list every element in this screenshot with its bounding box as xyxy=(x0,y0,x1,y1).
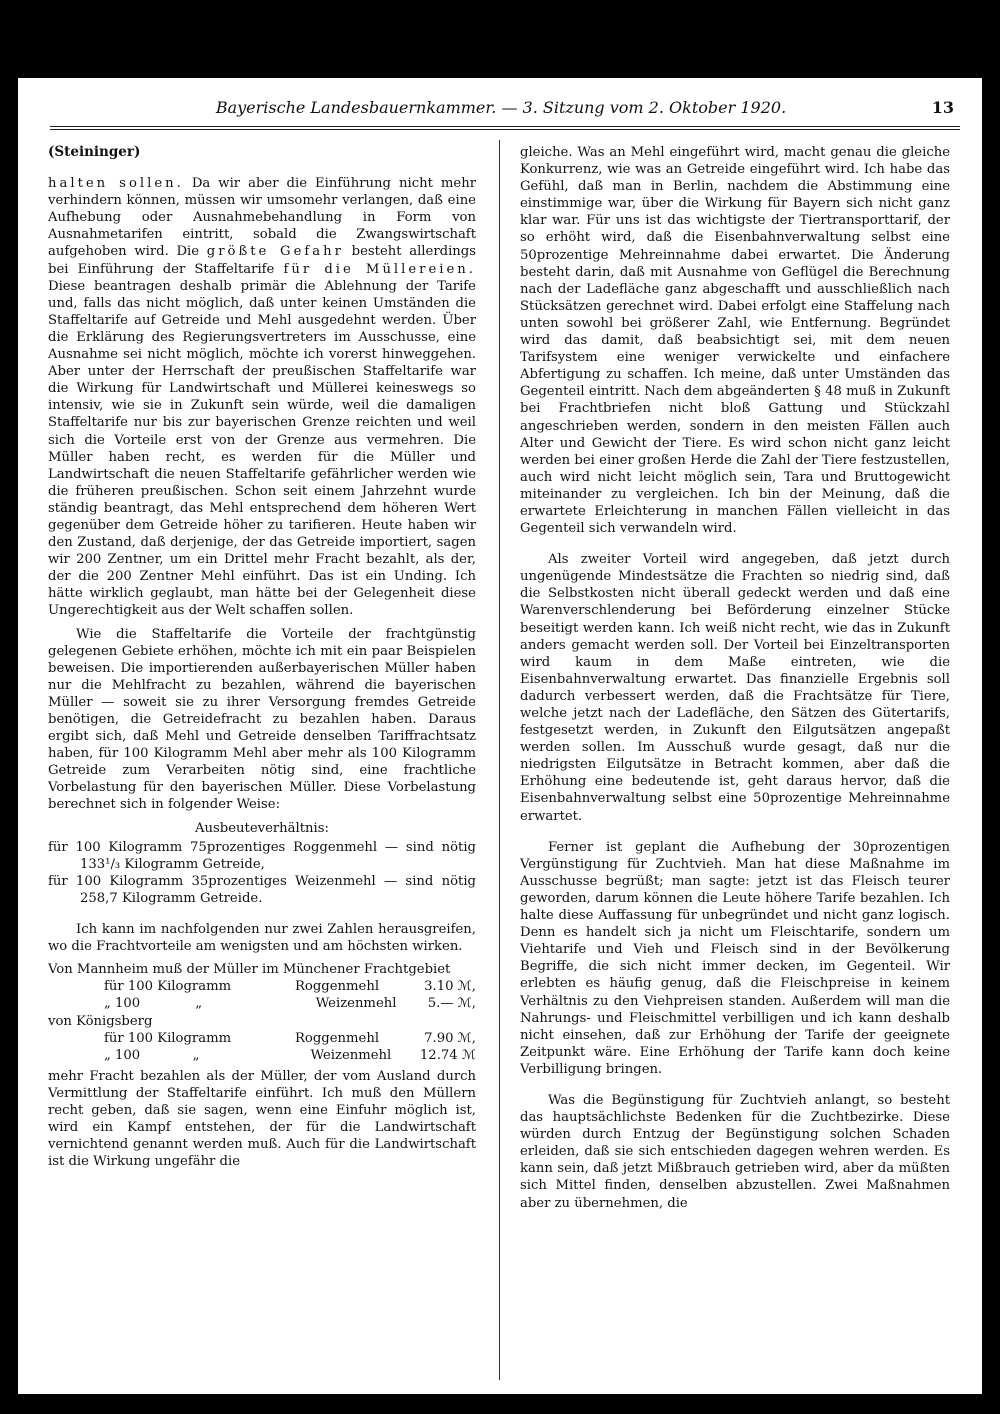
header-rule xyxy=(50,126,960,130)
paragraph: Was die Begünstigung für Zuchtvieh anlangt, so besteht das hauptsächlichste Bedenken für die Zuchtbezirke. Diese würden durch Entzug der Begünstigung solchen Schaden erleiden, daß sie sich entschieden dagegen wehren werden. Es kann sein, daß jetzt Mißbrauch getrieben wird, aber da müßten sich Mittel finden, denselben abzustellen. Zwei Maßnahmen aber zu übernehmen, die xyxy=(520,1092,950,1211)
freight-qty: „ 100 xyxy=(104,996,141,1012)
freight-unit: „ xyxy=(192,1047,200,1063)
paragraph: mehr Fracht bezahlen als der Müller, der vom Ausland durch Vermittlung der Staffeltarife einführt. Ich muß den Müllern recht geben, daß sie sagen, wenn eine Einfuhr möglich ist, wird ein Kampf entstehen, der für die Landwirtschaft vernichtend genannt werden muß. Auch für die Landwirtschaft ist die Wirkung ungefähr die xyxy=(48,1068,476,1170)
freight-item: Weizenmehl xyxy=(310,1047,392,1063)
running-title: Bayerische Landesbauernkammer. — 3. Sitzung vom 2. Oktober 1920. xyxy=(215,98,787,117)
paragraph: gleiche. Was an Mehl eingeführt wird, macht genau die gleiche Konkurrenz, wie was an Getreide eingeführt wird. Ich habe das Gefühl, daß man in Berlin, nachdem die Abstimmung eine einstimmige war, über die Wirkung für Bayern sich nicht ganz klar war. Für uns ist das wichtigste der Tiertransporttarif, der so erhöht wird, daß die Eisenbahnverwaltung selbst eine 50prozentige Mehreinnahme dabei erwartet. Die Änderung besteht darin, daß mit Ausnahme von Geflügel die Berechnung nach der Ladefläche ganz abgeschafft und ausschließlich nach Stücksätzen gerechnet wird. Dabei erfolgt eine Staffelung nach unten sowohl bei größerer Zahl, wie Entfernung. Begründet wird das damit, daß beabsichtigt sei, mit dem neuen Tarifsystem eine weniger verwickelte und einfachere Abfertigung zu schaffen. Ich meine, daß unter Umständen das Gegenteil eintritt. Nach dem abgeänderten § 48 muß in Zukunft bei Frachtbriefen nicht bloß Gattung und Stückzahl angeschrieben werden, sondern in den meisten Fällen auch Alter und Gewicht der Tiere. Es wird schon nicht ganz leicht werden bei einer großen Herde die Zahl der Tiere festzustellen, auch wird nicht leicht möglich sein, Tara und Bruttogewicht miteinander zu vergleichen. Ich bin der Meinung, daß die erwartete Erleichterung in manchen Fällen vielleicht in das Gegenteil sich verwandeln wird. xyxy=(520,145,950,537)
yield-line: für 100 Kilogramm 75prozentiges Roggenmehl — sind nötig 133¹/₃ Kilogramm Getreide, xyxy=(48,839,476,872)
freight-intro: Von Mannheim muß der Müller im Münchener Frachtgebiet xyxy=(48,962,451,978)
document-page xyxy=(18,78,982,1394)
paragraph-text: Diese beantragen deshalb primär die Ablehnung der Tarife und, falls das nicht möglich, daß unter keinen Umständen die Staffeltarife auf Getreide und Mehl ausgedehnt werden. Über die Erklärung des Regierungsvertreters im Ausschusse, eine Ausnahme sei nicht möglich, möchte ich vorerst hinweggehen. Aber unter der Herrschaft der preußischen Staffeltarife war die Wirkung für Landwirtschaft und Müllerei keineswegs so intensiv, wie sie in Zukunft sein würde, weil die damaligen Staffeltarife nur bis zur bayerischen Grenze reichten und weil sich die Vorteile erst von der Grenze aus vermehren. Die Müller haben recht, es werden für die Müller und Landwirtschaft die neuen Staffeltarife gefährlicher werden wie die früheren preußischen. Schon seit einem Jahrzehnt wurde ständig beantragt, das Mehl entsprechend dem höheren Wert gegenüber dem Getreide höher zu tarifieren. Heute haben wir den Zustand, daß derjenige, der das Getreide importiert, sagen wir 200 Zentner, um ein Drittel mehr Fracht bezahlt, als der, der die 200 Zentner Mehl einführt. Das ist ein Unding. Ich hätte wirklich geglaubt, man hätte bei der Gelegenheit diese Ungerechtigkeit aus der Welt schaffen sollen. xyxy=(48,278,476,619)
paragraph-text: Da wir aber die Einführung nicht mehr verhindern können, müssen wir umsomehr verlangen, daß eine Aufhebung oder Ausnahmebehandlung in Form von Ausnahmetarifen eintritt, sobald die Zwangswirtschaft aufgehoben wird. Die xyxy=(48,176,476,260)
paragraph: Als zweiter Vorteil wird angegeben, daß jetzt durch ungenügende Mindestsätze die Frachten so niedrig sind, daß die Selbstkosten nicht überall gedeckt werden und daß eine Warenverschlenderung bei Beförderung einzelner Stücke beseitigt werden kann. Ich weiß nicht recht, wie das in Zukunft anders gemacht werden soll. Der Vorteil bei Einzeltransporten wird kaum in dem Maße eintreten, wie die Eisenbahnverwaltung erwartet. Das finanzielle Ergebnis soll dadurch verbessert werden, daß die Frachtsätze für Tiere, welche jetzt nach der Ladefläche, den Sätzen des Gütertarifs, festgesetzt werden, in Zukunft den Eilgutsätzen angepaßt werden sollen. Im Ausschuß wurde gesagt, daß nur die niedrigsten Eilgutsätze in Betracht kommen, aber daß die Erhöhung eine bedeutende ist, geht daraus hervor, daß die Eisenbahnverwaltung selbst eine 50prozentige Mehreinnahme erwartet. xyxy=(520,552,950,824)
page-header xyxy=(50,98,962,124)
paragraph xyxy=(48,175,476,619)
spaced-text: halten sollen. xyxy=(48,176,184,192)
freight-item: Roggenmehl xyxy=(294,979,380,995)
freight-row xyxy=(48,995,476,1012)
paragraph: Ich kann im nachfolgenden nur zwei Zahlen herausgreifen, wo die Frachtvorteile am wenigsten und am höchsten wirken. xyxy=(48,922,476,955)
paragraph: Wie die Staffeltarife die Vorteile der frachtgünstig gelegenen Gebiete erhöhen, möchte ich mit ein paar Beispielen beweisen. Die importierenden außerbayerischen Müller haben nur die Mehlfracht zu bezahlen, während die bayerischen Müller — soweit sie zu ihrer Versorgung fremdes Getreide benötigen, die Getreidefracht zu bezahlen haben. Daraus ergibt sich, daß Mehl und Getreide denselben Tariffrachtsatz haben, für 100 Kilogramm Mehl aber mehr als 100 Kilogramm Getreide zum Verarbeiten nötig sind, eine frachtliche Vorbelastung für den bayerischen Müller. Diese Vorbelastung berechnet sich in folgender Weise: xyxy=(48,626,476,813)
freight-unit: „ xyxy=(195,996,203,1012)
left-column xyxy=(48,144,476,1176)
yield-heading: Ausbeuteverhältnis: xyxy=(195,820,329,836)
spaced-text: größte Gefahr xyxy=(206,244,344,260)
freight-row xyxy=(48,1047,476,1064)
column-divider xyxy=(499,140,500,1380)
page-number: 13 xyxy=(931,98,954,117)
freight-price: 12.74 ℳ xyxy=(419,1047,476,1063)
paragraph: Ferner ist geplant die Aufhebung der 30prozentigen Vergünstigung für Zuchtvieh. Man hat diese Maßnahme im Ausschusse begrüßt; man sagte: jetzt ist das Fleisch teurer geworden, darum können die Leute höhere Tarife bezahlen. Ich halte diese Auffassung für unbegründet und nicht ganz logisch. Denn es handelt sich ja nicht um Fleischtarife, sondern um Viehtarife und Vieh und Fleisch sind in der Bevölkerung Begriffe, die sich nicht immer decken, im Gegenteil. Wir erlebten es häufig genug, daß die Fleischpreise in keinem Verhältnis zu den Viehpreisen standen. Außerdem will man die Nahrungs- und Fleischmittel verbilligen und ich kann deshalb nicht einsehen, daß zur Erhöhung der Tarife der geeignete Zeitpunkt wäre. Eine Erhöhung der Tarife kann doch keine Verbilligung bringen. xyxy=(520,839,950,1077)
freight-qty: für 100 Kilogramm xyxy=(104,1030,232,1046)
paragraph-text: besteht allerdings bei Einführung der Staffeltarife xyxy=(48,244,476,277)
freight-row xyxy=(48,1030,476,1047)
freight-price: 5.— ℳ, xyxy=(427,996,476,1012)
freight-item: Weizenmehl xyxy=(315,996,397,1012)
speaker-name: (Steininger) xyxy=(48,144,141,160)
spaced-text: für die Müllereien. xyxy=(283,261,476,277)
freight-row xyxy=(48,978,476,995)
freight-price: 3.10 ℳ, xyxy=(424,979,476,995)
freight-item: Roggenmehl xyxy=(294,1030,380,1046)
freight-qty: „ 100 xyxy=(104,1047,141,1063)
yield-line: für 100 Kilogramm 35prozentiges Weizenmehl — sind nötig 258,7 Kilogramm Getreide. xyxy=(48,873,476,906)
freight-origin: von Königsberg xyxy=(48,1013,153,1029)
freight-qty: für 100 Kilogramm xyxy=(104,979,232,995)
freight-price: 7.90 ℳ, xyxy=(424,1030,476,1046)
right-column xyxy=(520,144,950,1218)
